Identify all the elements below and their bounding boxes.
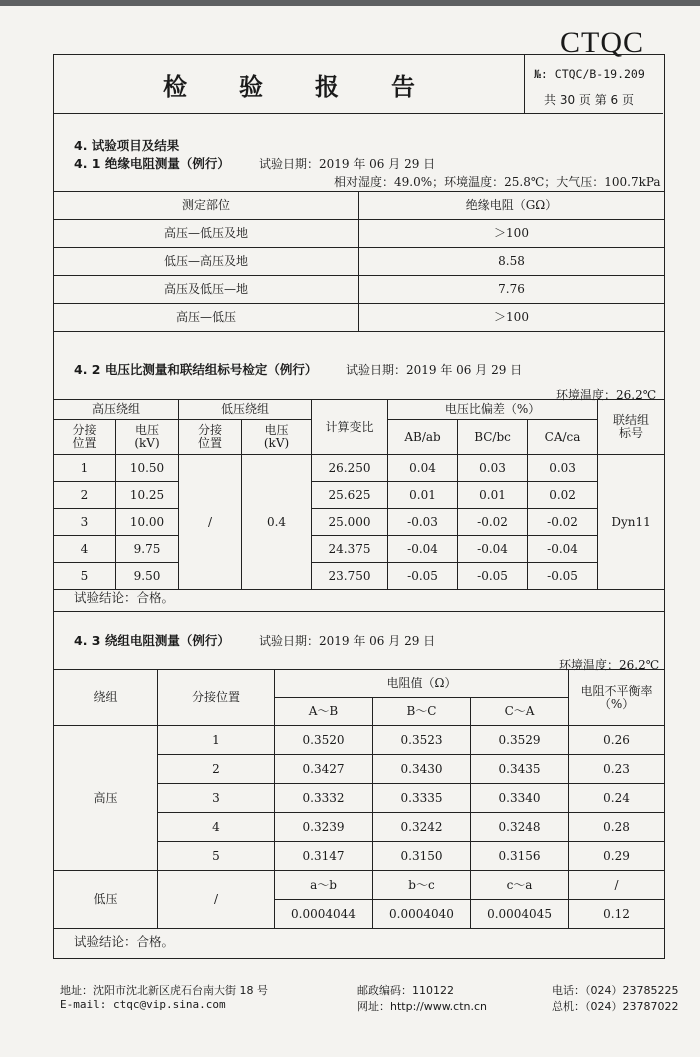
tap-cell: 3: [158, 784, 275, 813]
report-title-cell: [54, 55, 525, 114]
resistance-header: 电阻值（Ω）: [275, 670, 569, 698]
kv-cell: 10.25: [116, 482, 179, 509]
hv-voltage-header: 电压 (kV): [116, 420, 179, 455]
group-label-header: 联结组 标号: [598, 400, 665, 455]
s42-heading: 4. 2 电压比测量和联结组标号检定（例行）: [74, 362, 318, 377]
kv-cell: 10.50: [116, 455, 179, 482]
bc-cell: -0.02: [458, 509, 528, 536]
kv-cell: 10.00: [116, 509, 179, 536]
deviation-header: 电压比偏差（%）: [388, 400, 598, 420]
ca-header: C～A: [471, 698, 569, 726]
bc-cell: 0.01: [458, 482, 528, 509]
hv-group-header: 高压绕组: [54, 400, 179, 420]
report-number: №: CTQC/B-19.209: [534, 67, 645, 81]
s43-conclusion: 试验结论：合格。: [74, 934, 175, 949]
kv-cell: 9.75: [116, 536, 179, 563]
unbalance-header: 电阻不平衡率 （%）: [569, 670, 665, 726]
ab-cell: 0.01: [388, 482, 458, 509]
ratio-cell: 23.750: [312, 563, 388, 590]
tap-cell: 2: [158, 755, 275, 784]
s42-conclusion: 试验结论：合格。: [74, 590, 175, 605]
value-cell: ＞100: [359, 220, 665, 248]
group-value-cell: Dyn11: [598, 455, 665, 590]
table-row: [54, 248, 665, 276]
s42-temp: 环境温度：26.2℃: [556, 388, 657, 402]
table-row: [54, 563, 665, 590]
table-row: [54, 455, 665, 482]
ab-cell: 0.0004044: [275, 900, 373, 929]
ab-header: AB/ab: [388, 420, 458, 455]
part-cell: 高压—低压: [54, 304, 359, 332]
s43-heading: 4. 3 绕组电阻测量（例行）: [74, 633, 230, 648]
section-divider: [53, 611, 664, 612]
bc-header: B～C: [373, 698, 471, 726]
tap-cell: 1: [54, 455, 116, 482]
unbalance-cell: 0.12: [569, 900, 665, 929]
ca-cell: 0.02: [528, 482, 598, 509]
unbalance-cell: 0.24: [569, 784, 665, 813]
ca-cell: 0.3435: [471, 755, 569, 784]
insulation-table: [53, 191, 665, 332]
s43-temp: 环境温度：26.2℃: [559, 658, 660, 672]
ca-cell: 0.3529: [471, 726, 569, 755]
value-cell: 7.76: [359, 276, 665, 304]
part-cell: 高压—低压及地: [54, 220, 359, 248]
bc-header: BC/bc: [458, 420, 528, 455]
bc-cell: 0.3523: [373, 726, 471, 755]
ca-cell: 0.3340: [471, 784, 569, 813]
ab-cell: 0.3239: [275, 813, 373, 842]
table-row: [54, 220, 665, 248]
ca-header: CA/ca: [528, 420, 598, 455]
ab-cell: 0.3520: [275, 726, 373, 755]
ab-cell: 0.04: [388, 455, 458, 482]
table-row: [54, 536, 665, 563]
table-row: [54, 304, 665, 332]
footer-phone: 电话：（024）23785225: [552, 984, 679, 997]
tap-cell: 4: [158, 813, 275, 842]
tap-header: 分接位置: [158, 670, 275, 726]
page-count: 共 30 页 第 6 页: [544, 93, 634, 107]
unbalance-cell: 0.23: [569, 755, 665, 784]
part-cell: 低压—高压及地: [54, 248, 359, 276]
tap-cell: 2: [54, 482, 116, 509]
ratio-cell: 24.375: [312, 536, 388, 563]
bc-cell: -0.04: [458, 536, 528, 563]
ab-cell: 0.3147: [275, 842, 373, 871]
ab-cell: 0.3332: [275, 784, 373, 813]
bc-cell: 0.3335: [373, 784, 471, 813]
value-cell: ＞100: [359, 304, 665, 332]
lv-winding-cell: 低压: [54, 871, 158, 929]
report-header: [54, 55, 663, 114]
bc-cell: 0.3150: [373, 842, 471, 871]
table-row: [54, 509, 665, 536]
lv-tap-header: 分接 位置: [179, 420, 242, 455]
footer-postcode: 邮政编码：110122: [357, 984, 454, 997]
table-row: [54, 726, 665, 755]
report-meta: [534, 55, 662, 114]
bc-cell: 0.3242: [373, 813, 471, 842]
lv-tap-cell: /: [179, 455, 242, 590]
unbalance-cell: 0.29: [569, 842, 665, 871]
ratio-cell: 25.000: [312, 509, 388, 536]
lv-unbalance-header: /: [569, 871, 665, 900]
value-cell: 8.58: [359, 248, 665, 276]
s41-date: 试验日期：2019 年 06 月 29 日: [259, 157, 436, 171]
ab-cell: 0.3427: [275, 755, 373, 784]
ratio-header: 计算变比: [312, 400, 388, 455]
hv-tap-header: 分接 位置: [54, 420, 116, 455]
part-cell: 高压及低压—地: [54, 276, 359, 304]
s41-conditions: 相对湿度：49.0%；环境温度：25.8℃；大气压：100.7kPa: [334, 175, 661, 189]
s43-date: 试验日期：2019 年 06 月 29 日: [259, 634, 436, 648]
table-row: [54, 276, 665, 304]
ca-cell: -0.04: [528, 536, 598, 563]
lv-voltage-cell: 0.4: [242, 455, 312, 590]
ca-cell: 0.3156: [471, 842, 569, 871]
tap-cell: 4: [54, 536, 116, 563]
voltage-ratio-table: [53, 399, 665, 590]
bc-cell: 0.3430: [373, 755, 471, 784]
ab-cell: -0.05: [388, 563, 458, 590]
s42-date: 试验日期：2019 年 06 月 29 日: [346, 363, 523, 377]
table-row: [54, 482, 665, 509]
ab-cell: -0.03: [388, 509, 458, 536]
footer-email: E-mail: ctqc@vip.sina.com: [60, 998, 226, 1011]
ratio-cell: 25.625: [312, 482, 388, 509]
tap-cell: 1: [158, 726, 275, 755]
bc-cell: -0.05: [458, 563, 528, 590]
ratio-cell: 26.250: [312, 455, 388, 482]
ab-header: A～B: [275, 698, 373, 726]
col-header-part: 测定部位: [54, 192, 359, 220]
lv-ab-header: a～b: [275, 871, 373, 900]
ca-cell: -0.05: [528, 563, 598, 590]
ab-cell: -0.04: [388, 536, 458, 563]
scan-edge: [0, 0, 700, 6]
hv-winding-cell: 高压: [54, 726, 158, 871]
section-heading: 4. 试验项目及结果: [74, 138, 180, 153]
bc-cell: 0.0004040: [373, 900, 471, 929]
table-row: [54, 871, 665, 900]
col-header-value: 绝缘电阻（GΩ）: [359, 192, 665, 220]
lv-ca-header: c～a: [471, 871, 569, 900]
lv-bc-header: b～c: [373, 871, 471, 900]
tap-cell: 3: [54, 509, 116, 536]
lv-voltage-header: 电压 (kV): [242, 420, 312, 455]
winding-resistance-table: [53, 669, 665, 929]
kv-cell: 9.50: [116, 563, 179, 590]
brand-logo-text: CTQC: [560, 26, 645, 59]
tap-cell: 5: [54, 563, 116, 590]
unbalance-cell: 0.28: [569, 813, 665, 842]
report-title: 检验报告: [163, 73, 467, 101]
winding-header: 绕组: [54, 670, 158, 726]
unbalance-cell: 0.26: [569, 726, 665, 755]
tap-cell: 5: [158, 842, 275, 871]
s41-heading: 4. 1 绝缘电阻测量（例行）: [74, 156, 230, 171]
ca-cell: 0.3248: [471, 813, 569, 842]
footer-address: 地址：沈阳市沈北新区虎石台南大街 18 号: [60, 984, 268, 997]
ca-cell: -0.02: [528, 509, 598, 536]
bc-cell: 0.03: [458, 455, 528, 482]
ca-cell: 0.03: [528, 455, 598, 482]
footer-web: 网址：http://www.ctn.cn: [357, 1000, 488, 1013]
lv-group-header: 低压绕组: [179, 400, 312, 420]
ca-cell: 0.0004045: [471, 900, 569, 929]
report-frame: [53, 54, 665, 959]
footer-switchboard: 总机：（024）23787022: [552, 1000, 679, 1013]
lv-tap-cell: /: [158, 871, 275, 929]
